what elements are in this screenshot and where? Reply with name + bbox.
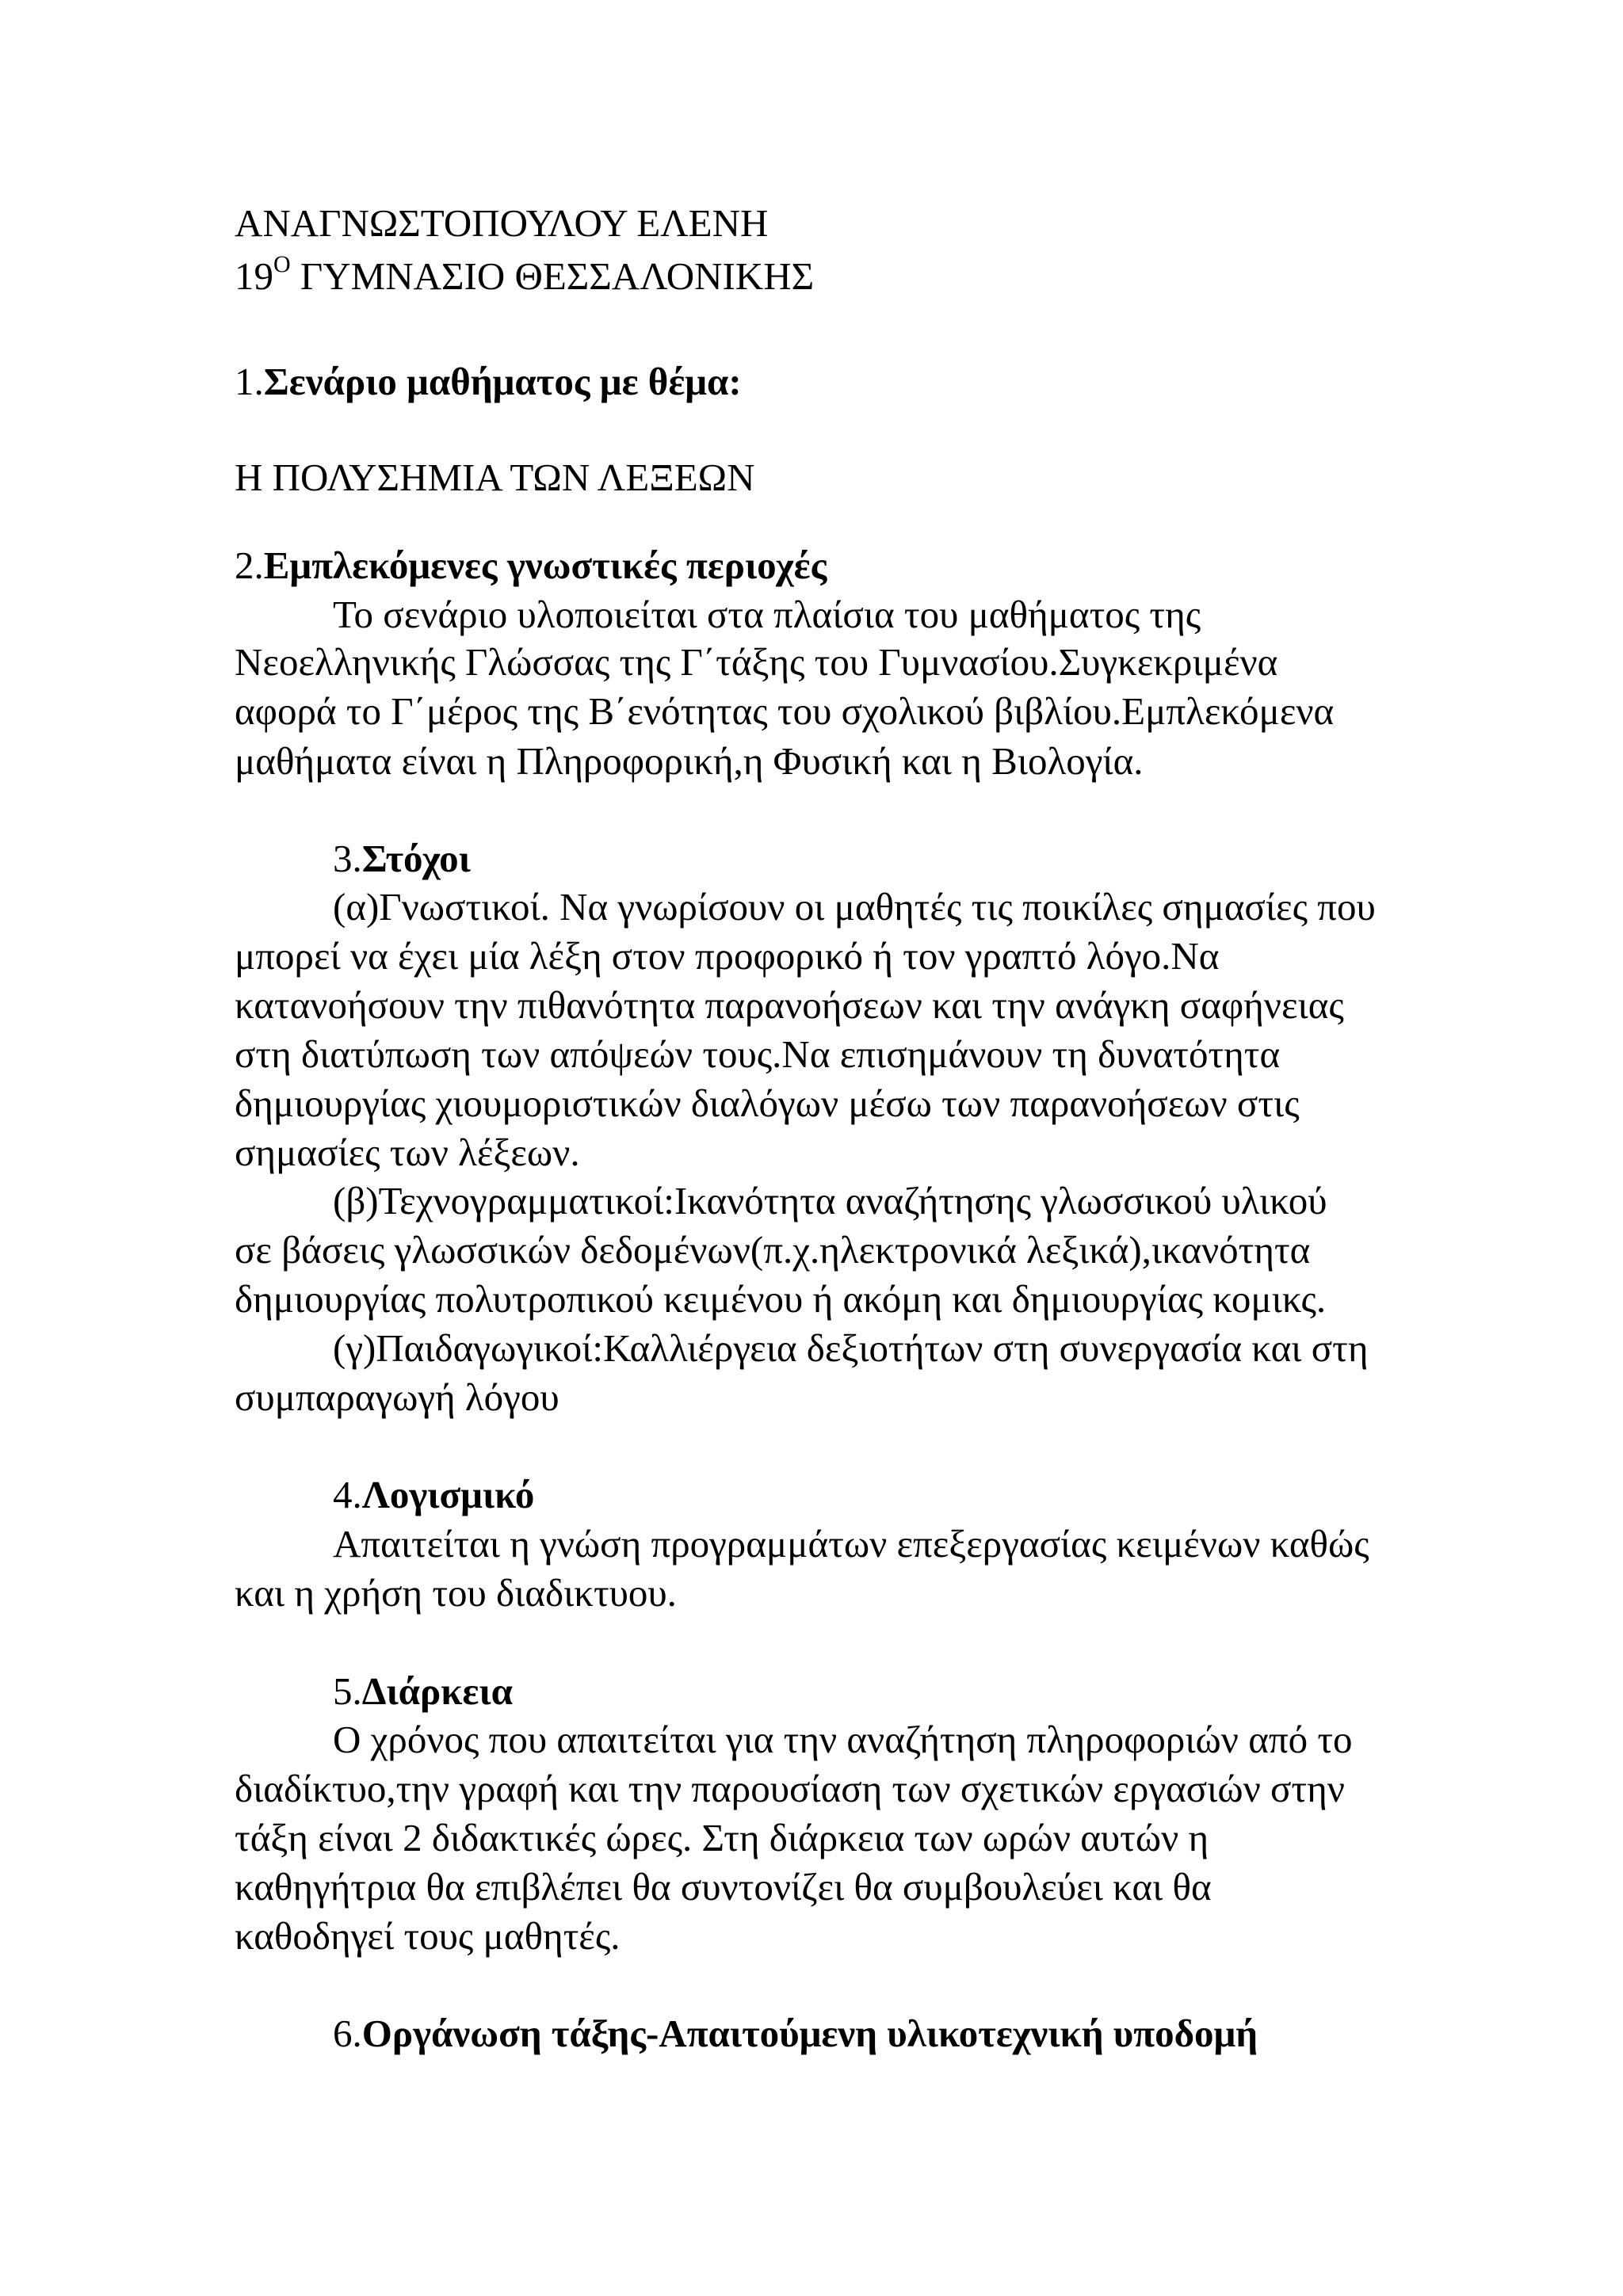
section-3-line: μπορεί να έχει μία λέξη στον προφορικό ή τον γραπτό λόγο.Να [235, 934, 1220, 978]
section-3-line: σημασίες των λέξεων. [235, 1131, 580, 1174]
section-3-line: (α)Γνωστικοί. Να γνωρίσουν οι μαθητές τις ποικίλες σημασίες που [333, 885, 1376, 929]
section-2-line: Νεοελληνικής Γλώσσας της Γ΄τάξης του Γυμνασίου.Συγκεκριμένα [235, 640, 1278, 684]
section-3-line: στη διατύπωση των απόψεών τους.Να επισημάνουν τη δυνατότητα [235, 1032, 1281, 1076]
section-3-line: κατανοήσουν την πιθανότητα παρανοήσεων και την ανάγκη σαφήνειας [235, 983, 1344, 1027]
section-5-heading: 5.Διάρκεια [333, 1669, 513, 1713]
author-name: ΑΝΑΓΝΩΣΤΟΠΟΥΛΟΥ ΕΛΕΝΗ [235, 201, 769, 245]
ordinal-superscript: Ο [273, 251, 291, 277]
section-1-heading: 1.Σενάριο μαθήματος με θέμα: [235, 360, 742, 403]
section-3-heading: 3.Στόχοι [333, 837, 471, 880]
section-3-line: δημιουργίας χιουμοριστικών διαλόγων μέσω των παρανοήσεων στις [235, 1081, 1300, 1125]
section-2-line: μαθήματα είναι η Πληροφορική,η Φυσική και η Βιολογία. [235, 739, 1144, 783]
section-3-line: (β)Τεχνογραμματικοί:Ικανότητα αναζήτησης γλωσσικού υλικού [333, 1179, 1327, 1222]
section-4-line: Απαιτείται η γνώση προγραμμάτων επεξεργασίας κειμένων καθώς [333, 1522, 1369, 1566]
section-3-line: δημιουργίας πολυτροπικού κειμένου ή ακόμη και δημιουργίας κομικς. [235, 1277, 1327, 1321]
section-2-heading: 2.Εμπλεκόμενες γνωστικές περιοχές [235, 543, 827, 587]
section-1-topic: Η ΠΟΛΥΣΗΜΙΑ ΤΩΝ ΛΕΞΕΩΝ [235, 456, 755, 499]
section-3-line: συμπαραγωγή λόγου [235, 1375, 559, 1419]
section-3-line: σε βάσεις γλωσσικών δεδομένων(π.χ.ηλεκτρονικά λεξικά),ικανότητα [235, 1228, 1311, 1272]
section-5-line: τάξη είναι 2 διδακτικές ώρες. Στη διάρκεια των ωρών αυτών η [235, 1816, 1209, 1859]
section-5-line: καθοδηγεί τους μαθητές. [235, 1914, 621, 1958]
section-5-line: Ο χρόνος που απαιτείται για την αναζήτηση πληροφοριών από το [333, 1718, 1353, 1761]
section-3-line: (γ)Παιδαγωγικοί:Καλλιέργεια δεξιοτήτων στη συνεργασία και στη [333, 1326, 1369, 1370]
section-6-heading: 6.Οργάνωση τάξης-Απαιτούμενη υλικοτεχνική υποδομή [333, 2012, 1258, 2055]
section-4-heading: 4.Λογισμικό [333, 1473, 535, 1516]
section-5-line: διαδίκτυο,την γραφή και την παρουσίαση των σχετικών εργασιών στην [235, 1767, 1345, 1810]
section-2-line: Το σενάριο υλοποιείται στα πλαίσια του μαθήματος της [333, 593, 1201, 636]
school-name: $19^O$ ΓΥΜΝΑΣΙΟ ΘΕΣΣΑΛΟΝΙΚΗΣ [235, 251, 815, 298]
section-4-line: και η χρήση του διαδικτυου. [235, 1571, 677, 1615]
section-2-line: αφορά το Γ΄μέρος της Β΄ενότητας του σχολικού βιβλίου.Εμπλεκόμενα [235, 689, 1335, 733]
section-5-line: καθηγήτρια θα επιβλέπει θα συντονίζει θα συμβουλεύει και θα [235, 1865, 1212, 1909]
